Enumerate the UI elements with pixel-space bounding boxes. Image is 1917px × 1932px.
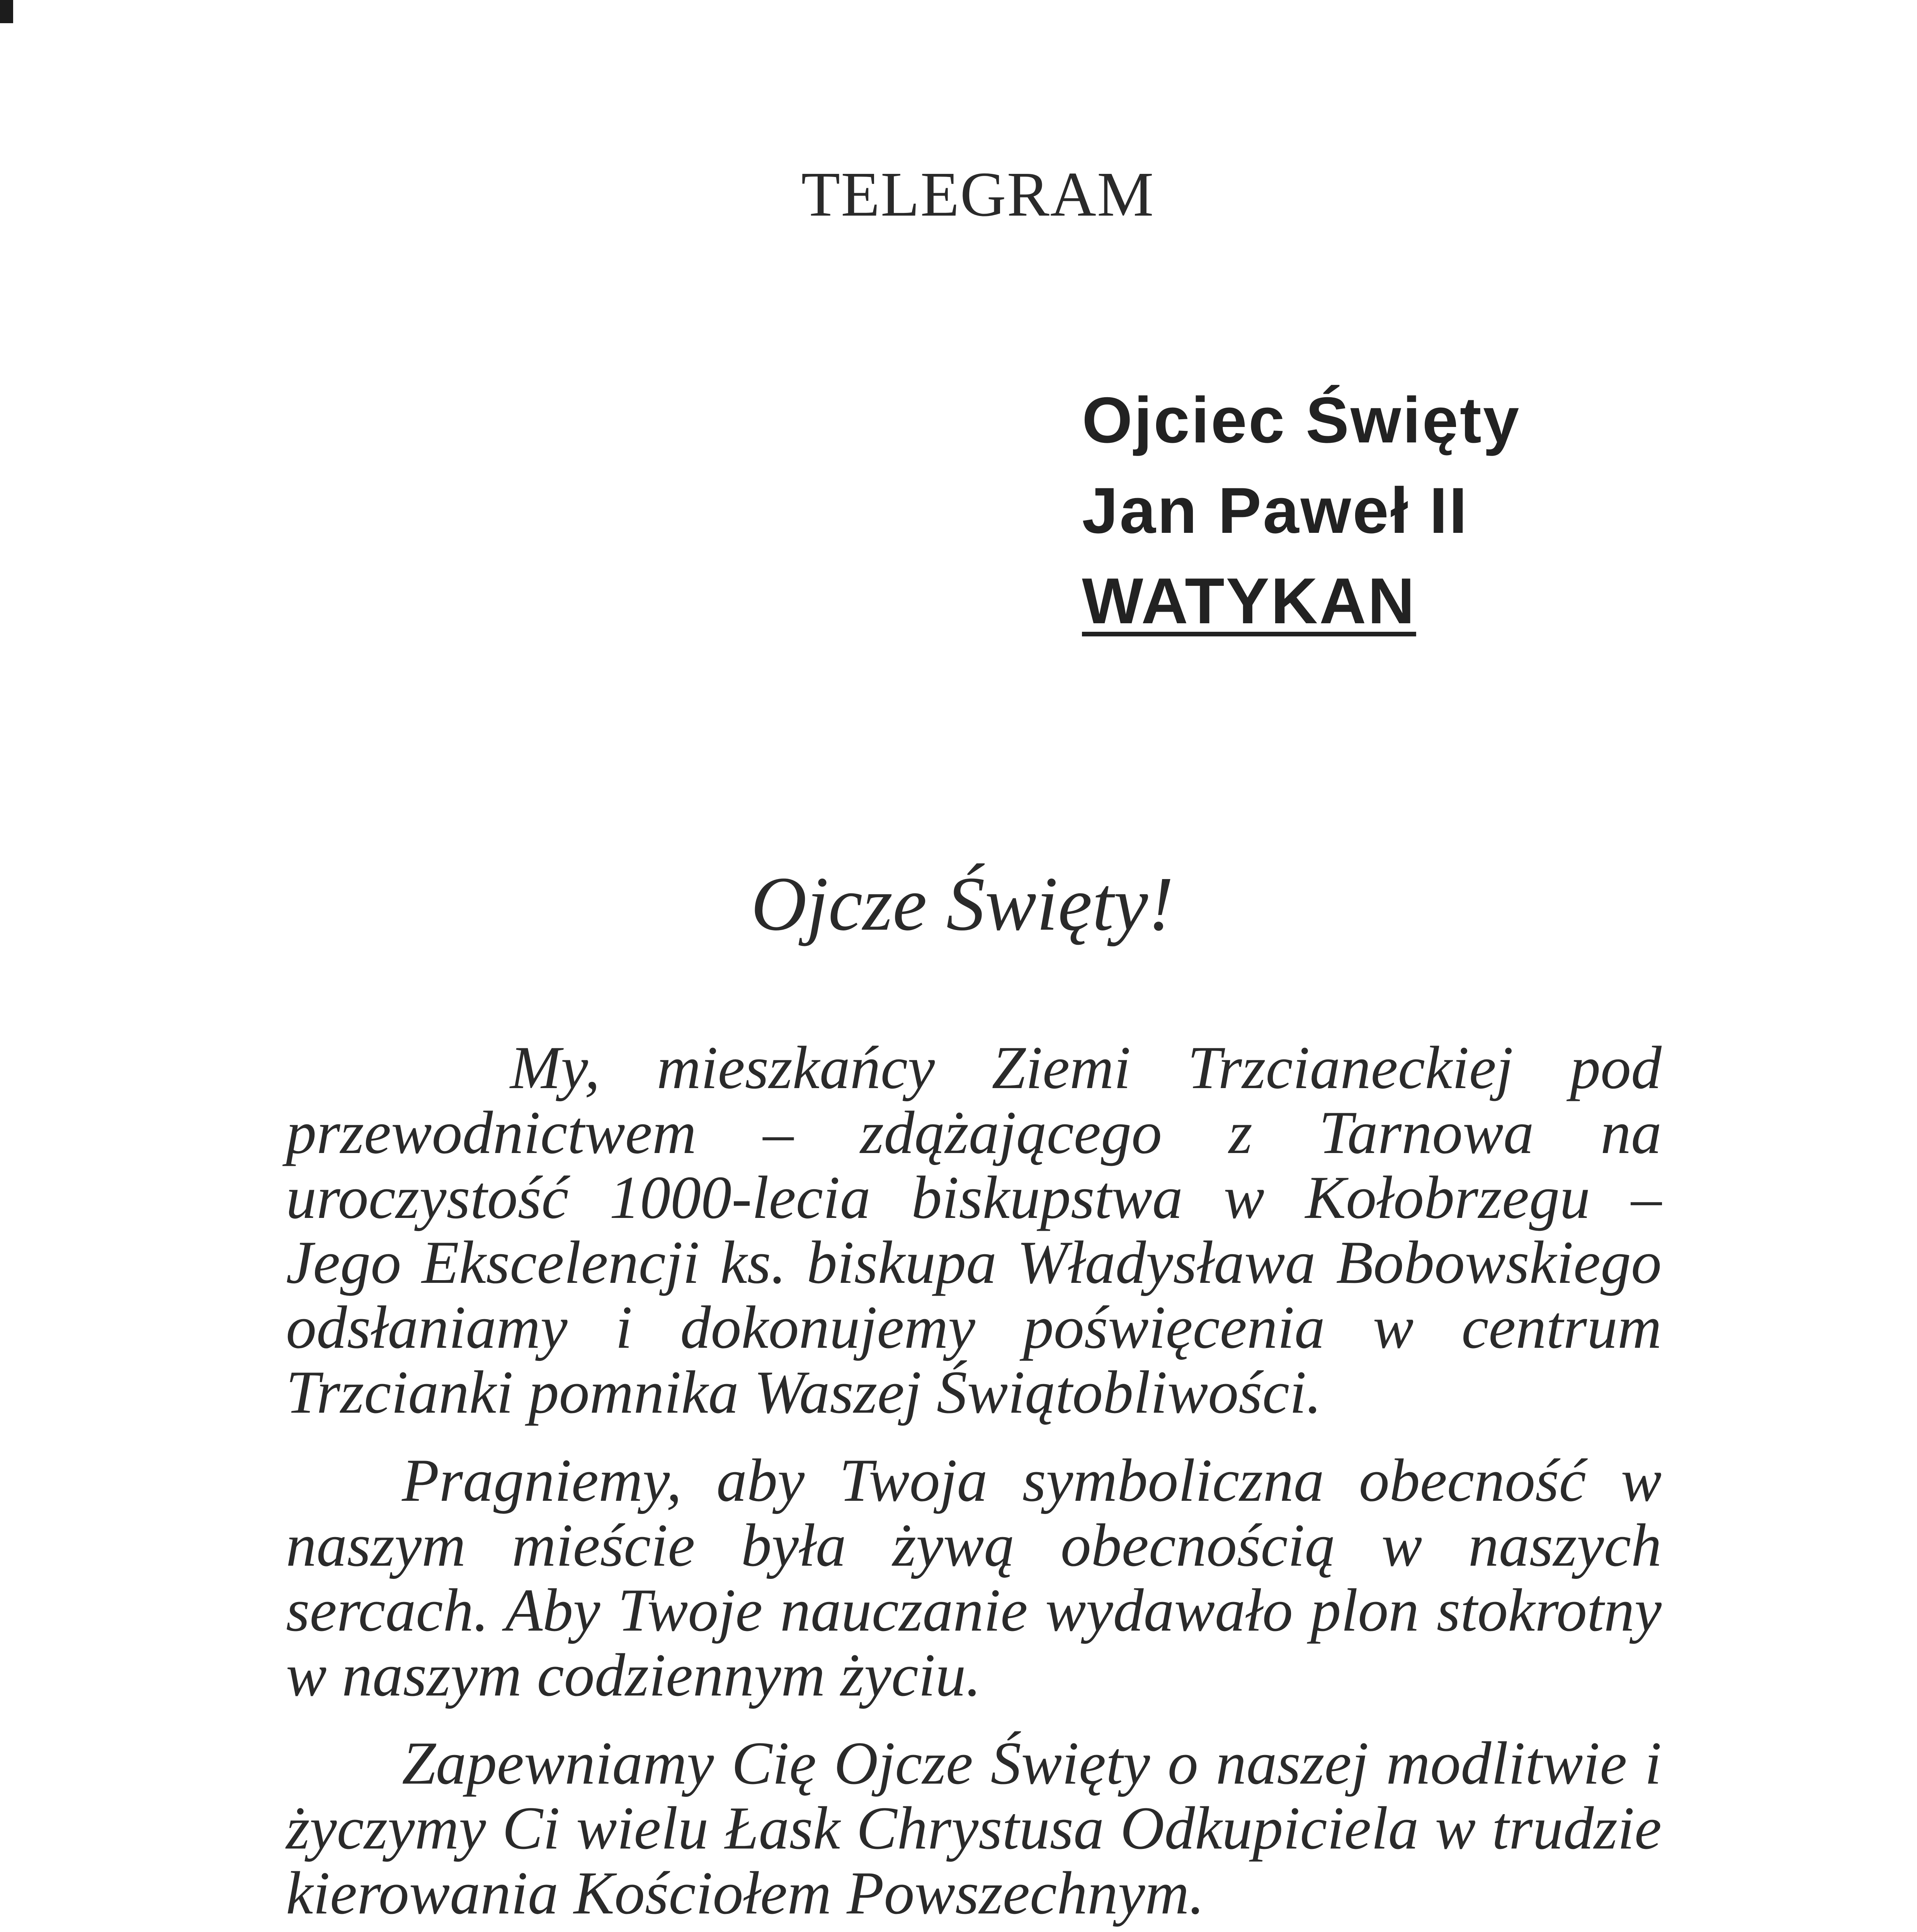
scan-corner-mark bbox=[0, 0, 13, 23]
letter-body bbox=[286, 1036, 1662, 1932]
body-paragraph: My, mieszkańcy Ziemi Trzcianeckiej pod przewodnictwem – zdążającego z Tarnowa na uroczystość 1000-lecia biskupstwa w Kołobrzegu – Jego Ekscelencji ks. biskupa Władysława Bobowskiego odsłaniamy i dokonujemy poświęcenia w centrum Trzcianki pomnika Waszej Świątobliwości. bbox=[286, 1034, 1662, 1426]
recipient-block bbox=[1082, 375, 1521, 646]
recipient-line-2: Jan Paweł II bbox=[1082, 474, 1469, 547]
recipient-line-1: Ojciec Święty bbox=[1082, 384, 1521, 456]
recipient-line-3: WATYKAN bbox=[1082, 565, 1416, 637]
salutation-text: Ojcze Święty! bbox=[751, 861, 1174, 947]
document-title bbox=[0, 159, 1917, 230]
document-title-text: TELEGRAM bbox=[801, 159, 1155, 230]
salutation bbox=[0, 861, 1917, 947]
body-paragraph: Zapewniamy Cię Ojcze Święty o naszej modlitwie i życzymy Ci wielu Łask Chrystusa Odkupiciela w trudzie kierowania Kościołem Powszechnym. bbox=[286, 1730, 1662, 1927]
body-paragraph: Pragniemy, aby Twoja symboliczna obecność w naszym mieście była żywą obecnością w naszych sercach. Aby Twoje nauczanie wydawało plon stokrotny w naszym codziennym życiu. bbox=[286, 1447, 1662, 1709]
